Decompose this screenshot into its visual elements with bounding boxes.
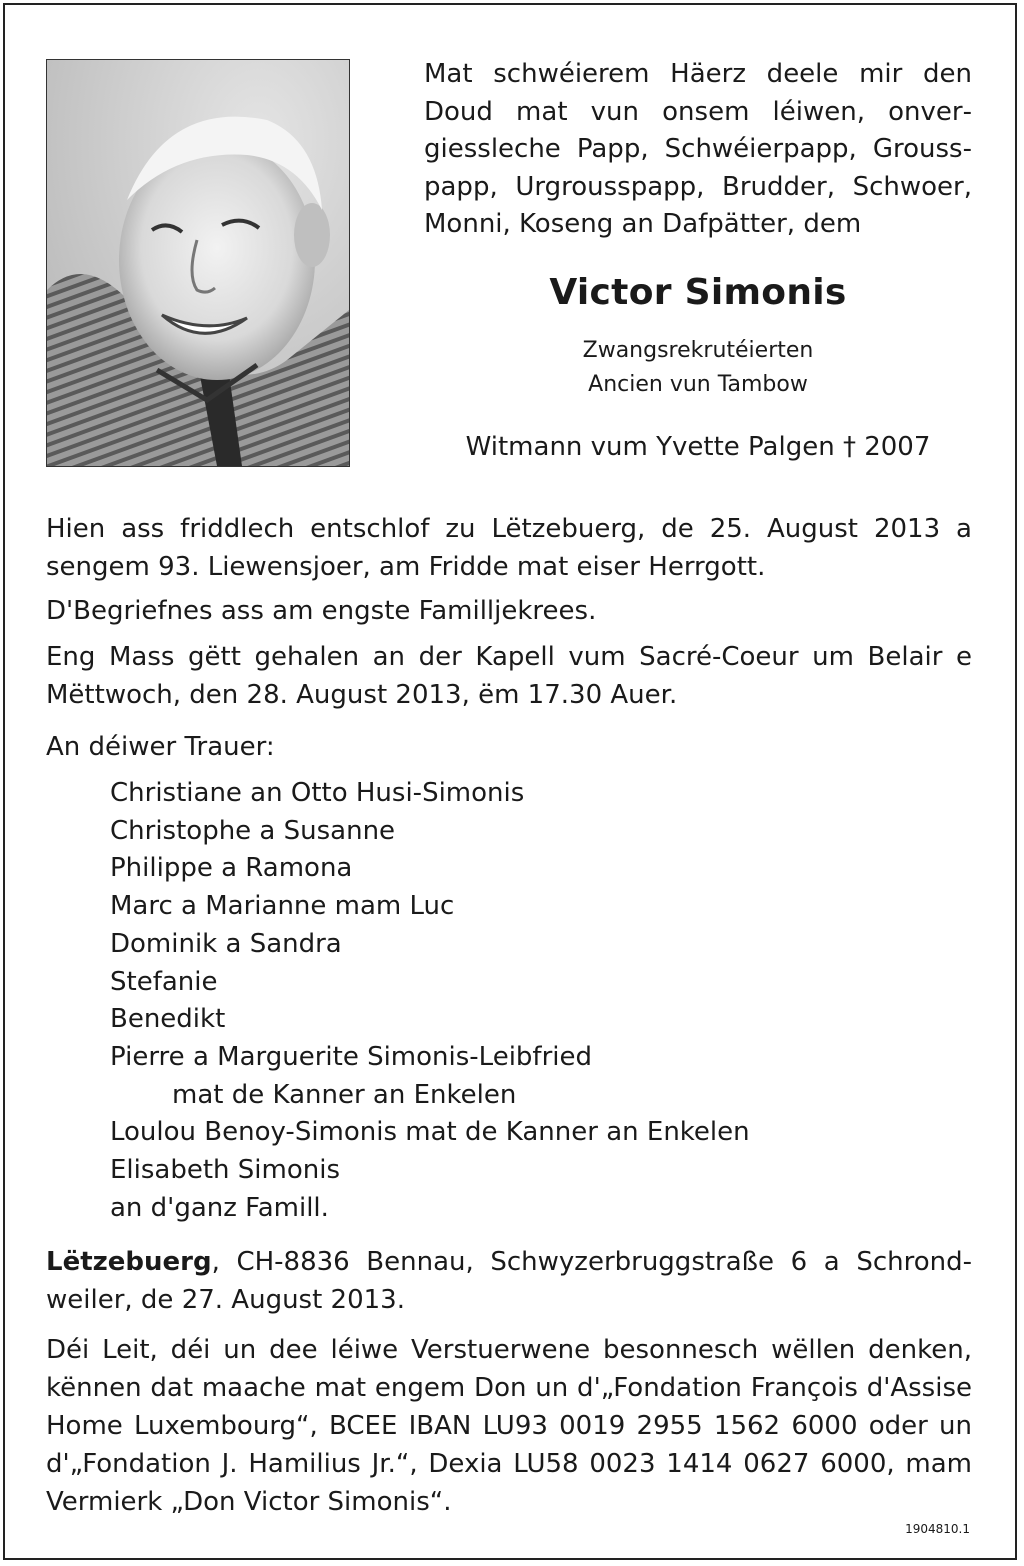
mourner-item: Dominik a Sandra (110, 928, 342, 959)
intro-text: Mat schwéierem Häerz deele mir den Doud mat vun onsem léiwen, onvergiessleche Papp, Schwéierpapp, Grousspapp, Urgrousspapp, Brudder, Schwoer, Monni, Koseng an Dafpätter, dem (424, 59, 972, 239)
place-address-date: , CH-8836 Bennau, Schwyzerbruggstraße 6 a Schrondweiler, de 27. August 2013. (46, 1247, 972, 1315)
mourner-item: Christophe a Susanne (110, 815, 396, 846)
mourner-item: Marc a Marianne mam Luc (110, 891, 455, 922)
mourner-item-continued: mat de Kanner an Enkelen (172, 1079, 517, 1110)
donation-note: Déi Leit, déi un dee léiwe Verstuerwene besonnesch wëllen denken, kënnen dat maache mat engem Don un d'„Fondation François d'Assise Home Luxembourg“, BCEE IBAN LU93 0019 2955 1562 6000 oder un d'„Fondation J. Hamilius Jr.“, Dexia LU58 0023 1414 0627 6000, mam Vermierk „Don Victor Simonis“. (46, 1335, 972, 1517)
widower-line: Witmann vum Yvette Palgen † 2007 (465, 432, 931, 462)
mourner-item: Benedikt (110, 1004, 226, 1035)
mourner-item: an d'ganz Famill. (110, 1192, 329, 1223)
death-announcement: Hien ass friddlech entschlof zu Lëtzebuerg, de 25. August 2013 a sengem 93. Liewensjoer, am Fridde mat eiser Herrgott. (46, 514, 972, 582)
mourner-item: Elisabeth Simonis (110, 1155, 341, 1186)
mourner-item: Stefanie (110, 966, 218, 997)
mourning-heading: An déiwer Trauer: (46, 732, 275, 762)
subtitle-line-1: Zwangsrekrutéierten (582, 338, 814, 363)
place-and-date (46, 1243, 972, 1319)
mass-info: Eng Mass gëtt gehalen an der Kapell vum Sacré-Coeur um Belair e Mëttwoch, den 28. August 2013, ëm 17.30 Auer. (46, 642, 972, 710)
portrait-photo (46, 59, 350, 467)
mourner-item: Christiane an Otto Husi-Simonis (110, 778, 525, 808)
place-city: Lëtzebuerg (46, 1247, 212, 1277)
subtitle-line-2: Ancien vun Tambow (588, 372, 808, 397)
mourners-list (110, 775, 970, 1227)
mourner-item: Philippe a Ramona (110, 853, 353, 884)
reference-number: 1904810.1 (905, 1522, 970, 1536)
deceased-name: Victor Simonis (549, 272, 847, 313)
burial-note: D'Begriefnes ass am engste Familljekrees. (46, 596, 597, 626)
mourner-item: Loulou Benoy-Simonis mat de Kanner an Enkelen (110, 1117, 750, 1148)
mourner-item: Pierre a Marguerite Simonis-Leibfried (110, 1041, 592, 1072)
